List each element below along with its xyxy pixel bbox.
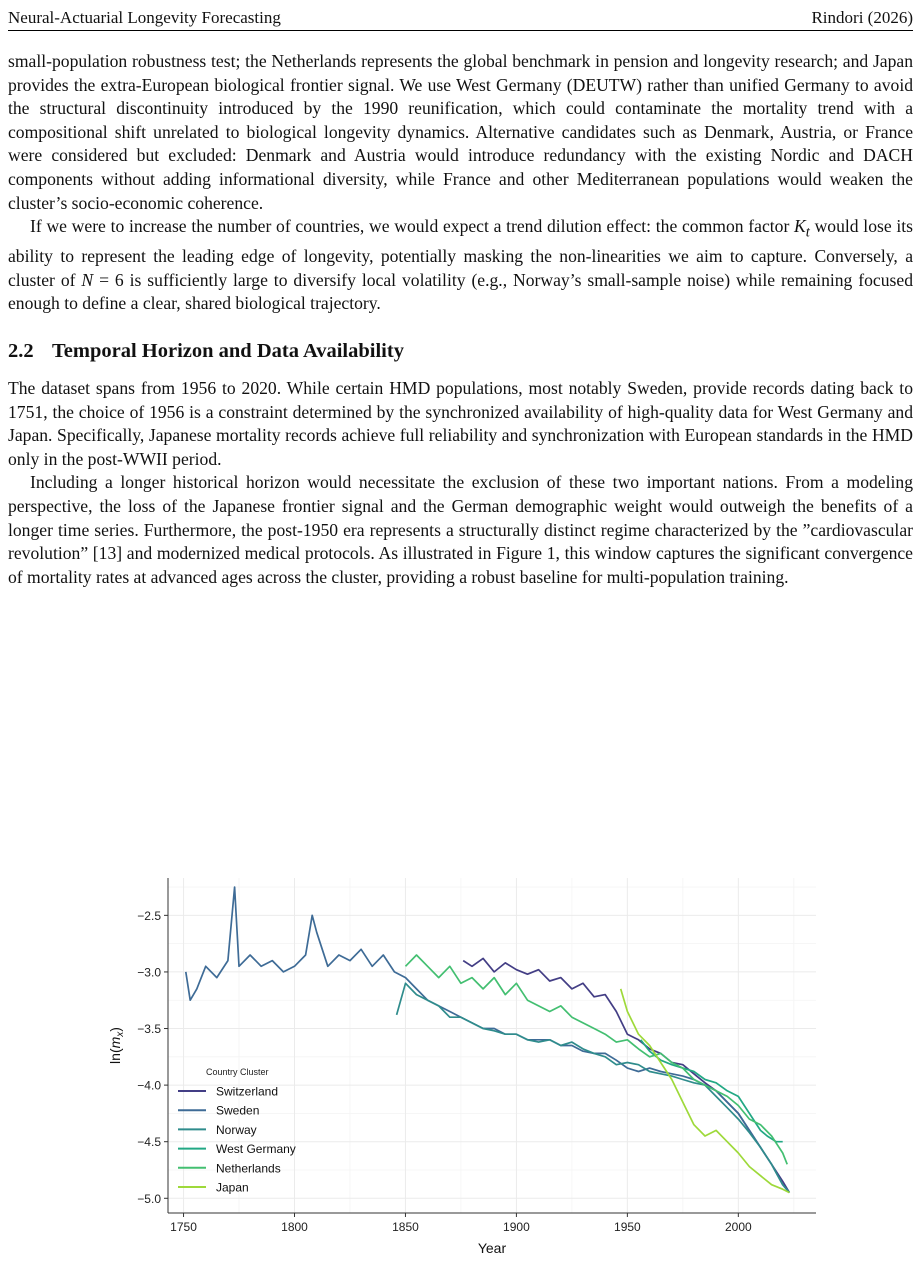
- mortality-chart: [98, 870, 818, 1260]
- y-tick-label: −4.0: [137, 1078, 161, 1093]
- y-tick-label: −3.0: [137, 965, 161, 980]
- legend-label: Netherlands: [216, 1161, 281, 1176]
- legend-label: West Germany: [216, 1142, 296, 1157]
- math-k-subscript: t: [805, 224, 810, 241]
- paragraph-3: The dataset spans from 1956 to 2020. While certain HMD populations, most notably Sweden, provide records dating back to 1751, the choice of 1956 is a constraint determined by the synchronized availability of high-quality data for West Germany and Japan. Specifically, Japanese mortality records achieve full reliability and synchronization with European standards in the HMD only in the post-WWII period.: [8, 378, 913, 469]
- y-axis-label: $\ln(m_x)$: [107, 1027, 126, 1064]
- math-n: N: [81, 269, 94, 290]
- x-tick-label: 1750: [170, 1220, 197, 1234]
- paragraph-1: small-population robustness test; the Netherlands represents the global benchmark in pension and longevity research; and Japan provides the extra-European biological frontier signal. We use West Germany (DEUTW) rather than unified Germany to avoid the structural discontinuity introduced by the 1990 reunification, which could contaminate the mortality trend with a compositional shift unrelated to biological longevity dynamics. Alternative candidates such as Denmark, Austria, or France were considered but excluded: Denmark and Austria would introduce redundancy with the existing Nordic and DACH components without adding informational diversity, while France and other Mediterranean populations would weaken the cluster’s socio-economic coherence.: [8, 51, 913, 213]
- header-title: Neural-Actuarial Longevity Forecasting: [8, 8, 281, 27]
- legend-label: Japan: [216, 1180, 249, 1195]
- x-tick-label: 1950: [614, 1220, 641, 1234]
- x-tick-label: 2000: [724, 1220, 752, 1234]
- y-tick-label: −2.5: [137, 908, 161, 923]
- legend-title: Country Cluster: [206, 1067, 269, 1077]
- series-line-japan: [621, 989, 790, 1193]
- figure-1: [98, 870, 818, 1260]
- section-number: 2.2: [8, 340, 34, 363]
- series-line-netherlands: [406, 955, 788, 1164]
- running-header: [8, 6, 913, 31]
- body-text: [8, 50, 913, 589]
- x-tick-label: 1800: [281, 1220, 308, 1234]
- section-title: Temporal Horizon and Data Availability: [52, 340, 404, 363]
- legend-label: Sweden: [216, 1103, 260, 1118]
- legend-label: Switzerland: [216, 1084, 279, 1099]
- section-heading: [8, 340, 913, 363]
- y-tick-label: −4.5: [137, 1135, 161, 1150]
- legend-label: Norway: [216, 1122, 257, 1137]
- series-line-switzerland: [463, 958, 789, 1192]
- legend: [178, 1067, 296, 1195]
- paragraph-2: If we were to increase the number of countries, we would expect a trend dilution effect: the common factor $K_t$ would lose its ability to represent the leading edge of longevity, potentially masking the non-linearities we aim to capture. Conversely, a cluster of N = 6 is sufficiently large to diversify local volatility (e.g., Norway’s small-sample noise) while remaining focused enough to define a clear, shared biological trajectory.: [8, 216, 913, 314]
- x-tick-label: 1850: [392, 1220, 419, 1234]
- header-author: Rindori (2026): [811, 8, 913, 27]
- x-axis-label: Year: [477, 1240, 507, 1256]
- y-tick-label: −3.5: [137, 1022, 161, 1037]
- paragraph-4: Including a longer historical horizon would necessitate the exclusion of these two important nations. From a modeling perspective, the loss of the Japanese frontier signal and the German demographic weight would outweigh the benefits of a longer time series. Furthermore, the post-1950 era represents a structurally distinct regime characterized by the ”cardiovascular revolution” [13] and modernized medical protocols. As illustrated in Figure 1, this window captures the significant convergence of mortality rates at advanced ages across the cluster, providing a robust baseline for multi-population training.: [8, 472, 913, 587]
- y-tick-label: −5.0: [137, 1191, 161, 1206]
- x-tick-label: 1900: [503, 1220, 530, 1234]
- math-k: K: [794, 216, 806, 237]
